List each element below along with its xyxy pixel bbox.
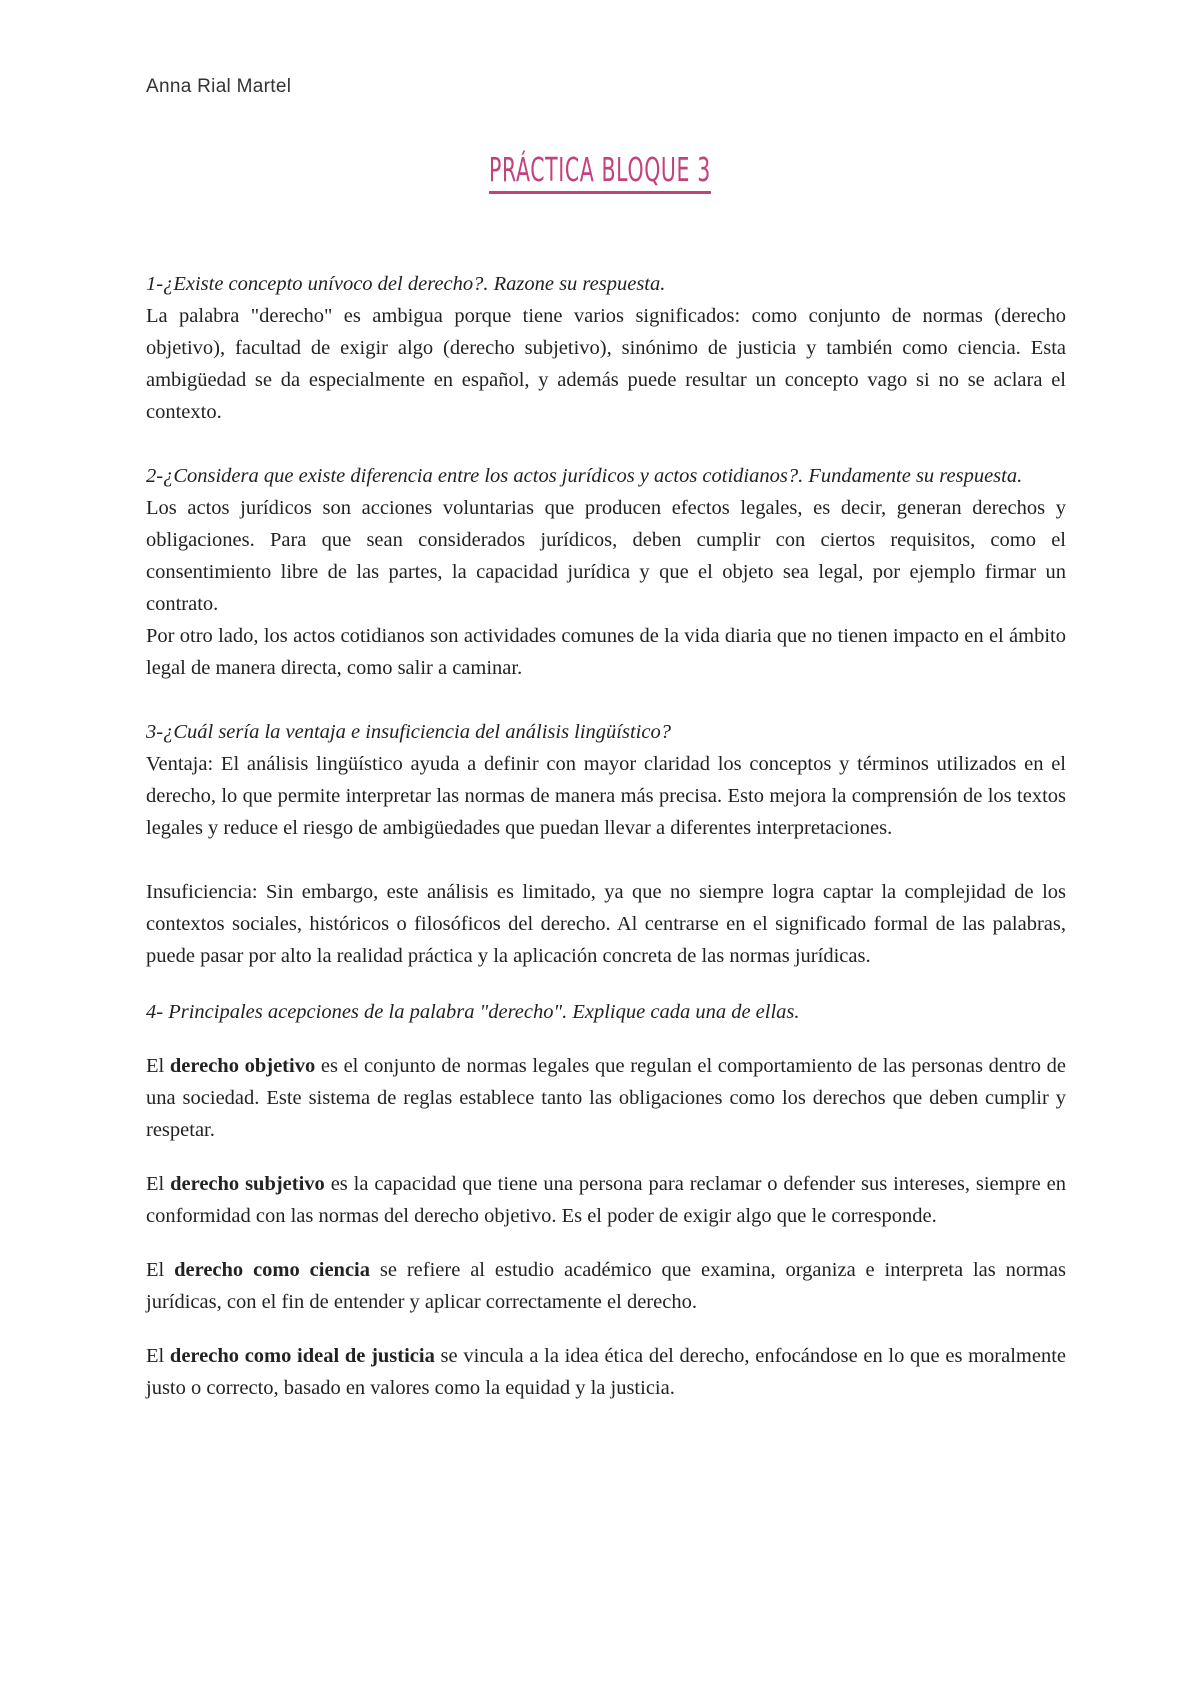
- author-name: Anna Rial Martel: [146, 76, 292, 97]
- question-2: 2-¿Considera que existe diferencia entre los actos jurídicos y actos cotidianos?. Fundamente su respuesta.: [146, 465, 1023, 487]
- answer-1: La palabra "derecho" es ambigua porque tiene varios significados: como conjunto de normas (derecho objetivo), facultad de exigir algo (derecho subjetivo), sinónimo de justicia y también como ciencia. Esta ambigüedad se da especialmente en español, y además puede resultar un concepto vago si no se aclara el contexto.: [146, 305, 1066, 423]
- answer-3-ventaja: Ventaja: El análisis lingüístico ayuda a definir con mayor claridad los conceptos y términos utilizados en el derecho, lo que permite interpretar las normas de manera más precisa. Esto mejora la comprensión de los textos legales y reduce el riesgo de ambigüedades que puedan llevar a diferentes interpretaciones.: [146, 753, 1066, 839]
- acepcion-prefix: El: [146, 1055, 170, 1077]
- answer-3-insuficiencia: Insuficiencia: Sin embargo, este análisis es limitado, ya que no siempre logra captar la complejidad de los contextos sociales, históricos o filosóficos del derecho. Al centrarse en el significado formal de las palabras, puede pasar por alto la realidad práctica y la aplicación concreta de las normas jurídicas.: [146, 881, 1066, 967]
- acepcion-derecho-subjetivo: [146, 1168, 1066, 1232]
- document-body: [146, 268, 1066, 1404]
- document-title: [0, 150, 1200, 194]
- acepcion-prefix: El: [146, 1259, 175, 1281]
- acepcion-text: se vincula a la idea ética del derecho, enfocándose en lo que es moralmente justo o correcto, basado en valores como la equidad y la justicia.: [146, 1345, 1067, 1399]
- acepcion-prefix: El: [146, 1173, 171, 1195]
- acepcion-text: es la capacidad que tiene una persona para reclamar o defender sus intereses, siempre en conformidad con las normas del derecho objetivo. Es el poder de exigir algo que le corresponde.: [146, 1173, 1066, 1227]
- acepcion-term: derecho como ciencia: [174, 1259, 370, 1281]
- acepcion-term: derecho como ideal de justicia: [169, 1345, 435, 1367]
- question-1: 1-¿Existe concepto unívoco del derecho?. Razone su respuesta.: [146, 273, 666, 295]
- acepcion-text: se refiere al estudio académico que examina, organiza e interpreta las normas jurídicas, con el fin de entender y aplicar correctamente el derecho.: [146, 1259, 1066, 1313]
- answer-2-paragraph-1: Los actos jurídicos son acciones voluntarias que producen efectos legales, es decir, generan derechos y obligaciones. Para que sean considerados jurídicos, deben cumplir con ciertos requisitos, como el consentimiento libre de las partes, la capacidad jurídica y que el objeto sea legal, por ejemplo firmar un contrato.: [146, 497, 1066, 615]
- acepcion-prefix: El: [146, 1345, 170, 1367]
- acepcion-term: derecho subjetivo: [170, 1173, 325, 1195]
- question-4: 4- Principales acepciones de la palabra "derecho". Explique cada una de ellas.: [146, 1001, 800, 1023]
- document-title-text: PRÁCTICA BLOQUE 3: [489, 150, 711, 194]
- question-3: 3-¿Cuál sería la ventaja e insuficiencia del análisis lingüístico?: [146, 721, 671, 743]
- acepcion-text: es el conjunto de normas legales que regulan el comportamiento de las personas dentro de una sociedad. Este sistema de reglas establece tanto las obligaciones como los derechos que deben cumplir y respetar.: [146, 1055, 1066, 1141]
- acepcion-derecho-objetivo: [146, 1050, 1066, 1146]
- acepcion-derecho-justicia: [146, 1340, 1066, 1404]
- answer-2-paragraph-2: Por otro lado, los actos cotidianos son actividades comunes de la vida diaria que no tienen impacto en el ámbito legal de manera directa, como salir a caminar.: [146, 625, 1066, 679]
- acepcion-term: derecho objetivo: [169, 1055, 316, 1077]
- acepcion-derecho-ciencia: [146, 1254, 1066, 1318]
